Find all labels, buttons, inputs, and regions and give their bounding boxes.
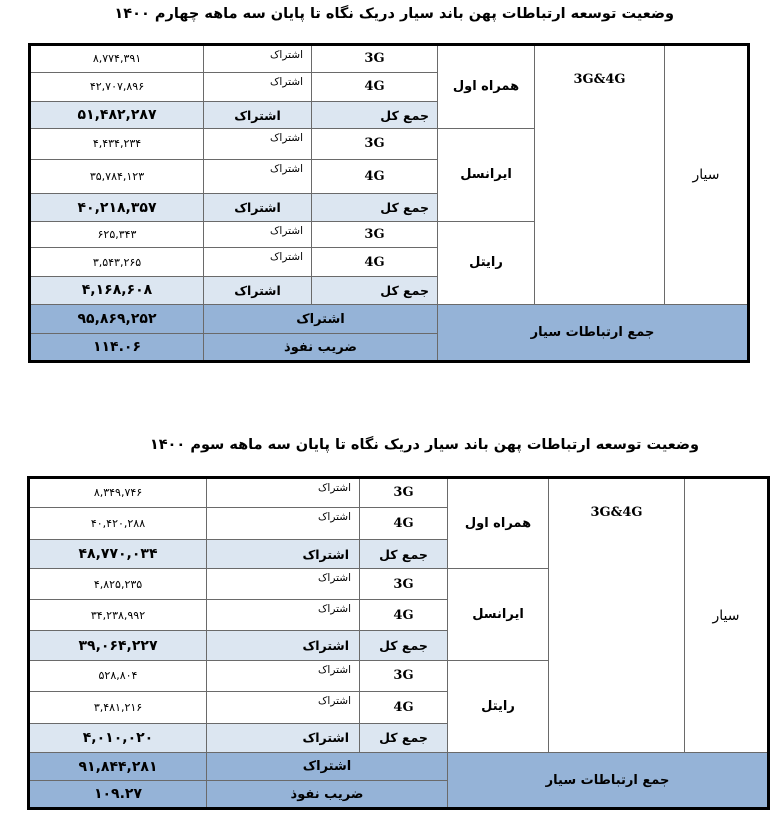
subscriber-label: اشتراک (207, 507, 360, 539)
technology-label: 4G (312, 159, 438, 194)
subscriber-value: ۵۲۸,۸۰۴ (29, 660, 207, 691)
total-unit-label: اشتراک (207, 723, 360, 753)
operator-name: ایرانسل (438, 128, 535, 221)
subscriber-label: اشتراک (204, 45, 312, 73)
total-value: ۴۸,۷۷۰,۰۳۴ (29, 539, 207, 569)
technology-label: 3G (312, 221, 438, 248)
subscriber-value: ۳,۵۴۳,۲۶۵ (30, 248, 204, 277)
technology-label: 4G (360, 691, 448, 723)
technology-label: 4G (360, 600, 448, 631)
technology-label: 4G (312, 72, 438, 102)
grand-total-label: جمع ارتباطات سیار (448, 753, 769, 809)
operator-name: رایتل (448, 660, 549, 752)
grand-total-row (30, 304, 749, 334)
total-sum-label: جمع کل (312, 102, 438, 129)
table-row (29, 478, 769, 508)
total-unit-label: اشتراک (207, 631, 360, 661)
category-label: سیار (685, 478, 769, 753)
subscriber-value: ۴۲,۷۰۷,۸۹۶ (30, 72, 204, 102)
subscriber-label: اشتراک (207, 691, 360, 723)
technology-label: 3G (312, 45, 438, 73)
subscriber-value: ۳,۴۸۱,۲۱۶ (29, 691, 207, 723)
grand-total-label: جمع ارتباطات سیار (438, 304, 749, 361)
subscriber-label: اشتراک (204, 221, 312, 248)
report-title: وضعیت توسعه ارتباطات پهن باند سیار دریک نگاه تا پایان سه ماهه چهارم ۱۴۰۰ (114, 6, 674, 22)
technology-label: 3G (360, 478, 448, 508)
technology-group: 3G&4G (549, 478, 685, 753)
total-unit-label: اشتراک (204, 194, 312, 222)
penetration-label: ضریب نفوذ (204, 334, 438, 362)
grand-total-subscribers-value: ۹۵,۸۶۹,۲۵۲ (30, 304, 204, 334)
total-unit-label: اشتراک (207, 539, 360, 569)
report-title: وضعیت توسعه ارتباطات پهن باند سیار دریک نگاه تا پایان سه ماهه سوم ۱۴۰۰ (149, 437, 699, 453)
category-label: سیار (665, 45, 749, 305)
technology-label: 3G (360, 660, 448, 691)
technology-label: 3G (360, 569, 448, 600)
subscriber-value: ۳۴,۲۳۸,۹۹۲ (29, 600, 207, 631)
subscriber-label: اشتراک (207, 478, 360, 508)
total-value: ۴۰,۲۱۸,۳۵۷ (30, 194, 204, 222)
operator-name: همراه اول (448, 478, 549, 569)
subscriber-label: اشتراک (204, 128, 312, 159)
report-table (28, 43, 750, 363)
technology-label: 4G (360, 507, 448, 539)
total-sum-label: جمع کل (360, 539, 448, 569)
operator-name: ایرانسل (448, 569, 549, 660)
subscriber-label: اشتراک (207, 660, 360, 691)
total-value: ۳۹,۰۶۴,۲۲۷ (29, 631, 207, 661)
grand-total-row (29, 753, 769, 781)
total-sum-label: جمع کل (312, 194, 438, 222)
subscriber-value: ۴,۴۳۴,۲۳۴ (30, 128, 204, 159)
subscriber-label: اشتراک (207, 569, 360, 600)
subscriber-value: ۸,۷۷۴,۳۹۱ (30, 45, 204, 73)
grand-total-subscribers-value: ۹۱,۸۴۴,۲۸۱ (29, 753, 207, 781)
subscriber-value: ۳۵,۷۸۴,۱۲۳ (30, 159, 204, 194)
subscriber-value: ۶۲۵,۳۴۳ (30, 221, 204, 248)
total-sum-label: جمع کل (360, 631, 448, 661)
subscriber-label: اشتراک (204, 248, 312, 277)
penetration-value: ۱۰۹.۲۷ (29, 781, 207, 809)
operator-name: رایتل (438, 221, 535, 304)
operator-name: همراه اول (438, 45, 535, 129)
report-table (27, 476, 770, 810)
technology-label: 4G (312, 248, 438, 277)
technology-label: 3G (312, 128, 438, 159)
subscriber-value: ۸,۳۴۹,۷۴۶ (29, 478, 207, 508)
grand-total-subscribers-label: اشتراک (204, 304, 438, 334)
total-sum-label: جمع کل (312, 277, 438, 305)
subscriber-value: ۴,۸۲۵,۲۳۵ (29, 569, 207, 600)
penetration-label: ضریب نفوذ (207, 781, 448, 809)
subscriber-label: اشتراک (207, 600, 360, 631)
total-unit-label: اشتراک (204, 277, 312, 305)
table-row (30, 45, 749, 73)
total-unit-label: اشتراک (204, 102, 312, 129)
total-value: ۴,۰۱۰,۰۲۰ (29, 723, 207, 753)
grand-total-subscribers-label: اشتراک (207, 753, 448, 781)
subscriber-value: ۴۰,۴۲۰,۲۸۸ (29, 507, 207, 539)
total-sum-label: جمع کل (360, 723, 448, 753)
total-value: ۵۱,۴۸۲,۲۸۷ (30, 102, 204, 129)
penetration-value: ۱۱۴.۰۶ (30, 334, 204, 362)
subscriber-label: اشتراک (204, 159, 312, 194)
total-value: ۴,۱۶۸,۶۰۸ (30, 277, 204, 305)
technology-group: 3G&4G (535, 45, 665, 305)
subscriber-label: اشتراک (204, 72, 312, 102)
